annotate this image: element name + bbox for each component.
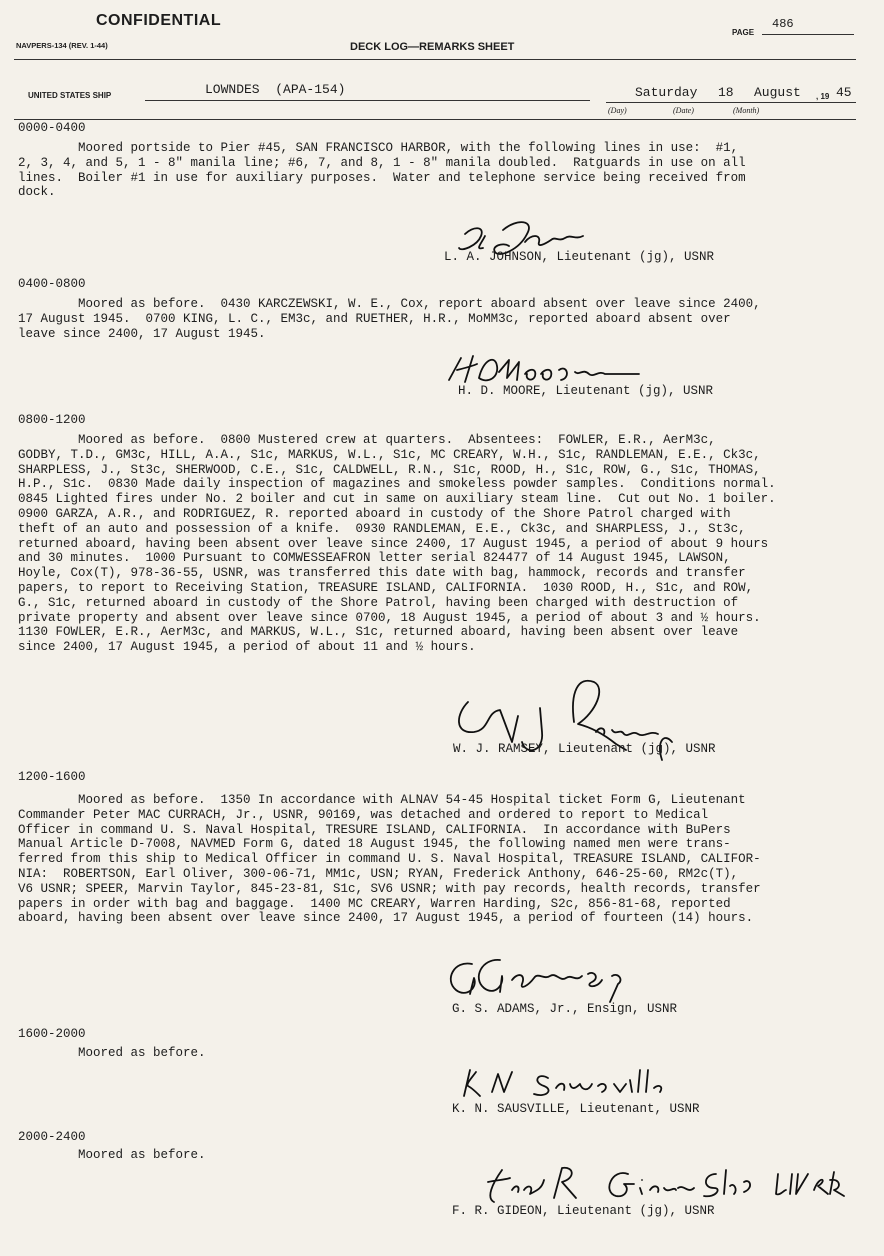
officer-signature-name: H. D. MOORE, Lieutenant (jg), USNR	[458, 384, 714, 398]
officer-signature-name: W. J. RAMSEY, Lieutenant (jg), USNR	[453, 742, 716, 756]
ship-label: UNITED STATES SHIP	[28, 91, 112, 100]
confidential-marking: CONFIDENTIAL	[96, 12, 222, 29]
ship-name: LOWNDES (APA-154)	[205, 82, 346, 97]
header-rule-bottom	[14, 119, 856, 120]
watch-remarks: Moored as before. 1350 In accordance with ALNAV 54-45 Hospital ticket Form G, Lieutenant Commander Peter MAC CURRACH, Jr., USNR, 90169, was detached and ordered to report to Medical Officer in command U. S. Naval Hospital, TRESURE ISLAND, CALIFORNIA. In accordance with BuPers Manual Article D-7008, NAVMED Form G, dated 18 August 1945, the following named men were trans- ferred from this ship to Medical Officer in command U. S. Naval Hospital, TREASURE ISLAND, CALIFOR- NIA: ROBERTSON, Earl Oliver, 300-06-71, MM1c, USN; RYAN, Frederick Anthony, 646-25-60, RM2c(T), V6 USNR; SPEER, Marvin Taylor, 845-23-81, S1c, SV6 USNR; with pay records, health records, transfer papers in order with bag and baggage. 1400 MC CREARY, Warren Harding, S2c, 856-81-68, reported aboard, having been absent over leave since 2400, 17 August 1945, a period of fourteen (14) hours.	[18, 793, 761, 926]
officer-signature-name: K. N. SAUSVILLE, Lieutenant, USNR	[452, 1102, 700, 1116]
date-line	[606, 102, 856, 103]
watch-remarks: Moored as before. 0800 Mustered crew at quarters. Absentees: FOWLER, E.R., AerM3c, GODBY, T.D., GM3c, HILL, A.A., S1c, MARKUS, W.L., S1c, MC CREARY, W.H., S1c, RANDLEMAN, E.E., Ck3c, SHARPLESS, J., St3c, SHERWOOD, C.E., S1c, CALDWELL, R.N., S1c, ROOD, H., S1c, ROW, G., S1c, THOMAS, H.P., S1c. 0830 Made daily inspection of magazines and smokeless powder samples. Conditions normal. 0845 Lighted fires under No. 2 boiler and cut in same on auxiliary steam line. Cut out No. 1 boiler. 0900 GARZA, A.R., and RODRIGUEZ, R. reported aboard in custody of the Shore Patrol charged with theft of an auto and possession of a knife. 0930 RANDLEMAN, E.E., Ck3c, and SHARPLESS, J., St3c, returned aboard, having been absent over leave since 2400, 17 August 1945, a period of about 9 hours and 30 minutes. 1000 Pursuant to COMWESSEAFRON letter serial 824477 of 14 August 1945, LAWSON, Hoyle, Cox(T), 978-36-55, USNR, was transferred this date with bag, hammock, records and transfer papers, to report to Receiving Station, TREASURE ISLAND, CALIFORNIA. 1030 ROOD, H., S1c, and ROW, G., S1c, returned aboard in custody of the Shore Patrol, having been charged with destruction of private property and absent over leave since 0700, 18 August 1945, a period of about 3 and ½ hours. 1130 FOWLER, E.R., AerM3c, and MARKUS, W.L., S1c, returned aboard, having been absent over leave since 2400, 17 August 1945, a period of about 11 and ½ hours.	[18, 433, 776, 655]
date-date-caption: (Date)	[673, 106, 694, 115]
signature-adams	[442, 950, 652, 1006]
watch-period: 0000-0400	[18, 121, 86, 135]
form-code: NAVPERS-134 (REV. 1-44)	[16, 41, 108, 50]
watch-remarks: Moored as before.	[18, 1148, 206, 1162]
page-label: PAGE	[732, 28, 755, 37]
watch-period: 0800-1200	[18, 413, 86, 427]
sheet-title: DECK LOG—REMARKS SHEET	[350, 41, 515, 53]
watch-remarks: Moored portside to Pier #45, SAN FRANCISCO HARBOR, with the following lines in use: #1, 2, 3, 4, and 5, 1 - 8" manila line; #6, 7, and 8, 1 - 8" manila doubled. Ratguards in use on all lines. Boiler #1 in use for auxiliary purposes. Water and telephone service being received from dock.	[18, 141, 746, 200]
officer-signature-name: G. S. ADAMS, Jr., Ensign, USNR	[452, 1002, 678, 1016]
watch-period: 0400-0800	[18, 277, 86, 291]
watch-remarks: Moored as before.	[18, 1046, 206, 1060]
signature-gideon	[478, 1160, 868, 1210]
page-number-line	[762, 34, 854, 35]
watch-period: 1200-1600	[18, 770, 86, 784]
date-day: Saturday	[635, 85, 698, 100]
date-month-caption: (Month)	[733, 106, 760, 115]
signature-sausville	[458, 1062, 708, 1102]
date-month: August	[754, 85, 801, 100]
date-day-caption: (Day)	[608, 106, 627, 115]
header-rule-top	[14, 59, 856, 60]
watch-remarks: Moored as before. 0430 KARCZEWSKI, W. E., Cox, report aboard absent over leave since 2400, 17 August 1945. 0700 KING, L. C., EM3c, and RUETHER, H.R., MoMM3c, reported aboard absent over leave since 2400, 17 August 1945.	[18, 297, 761, 341]
watch-period: 1600-2000	[18, 1027, 86, 1041]
date-century: , 19	[816, 92, 830, 101]
page-number: 486	[772, 17, 794, 31]
signature-ramsey	[446, 672, 696, 772]
officer-signature-name: F. R. GIDEON, Lieutenant (jg), USNR	[452, 1204, 715, 1218]
date-year: 45	[836, 85, 852, 100]
ship-name-line	[145, 100, 590, 101]
date-date: 18	[718, 85, 734, 100]
officer-signature-name: L. A. JOHNSON, Lieutenant (jg), USNR	[444, 250, 715, 264]
watch-period: 2000-2400	[18, 1130, 86, 1144]
